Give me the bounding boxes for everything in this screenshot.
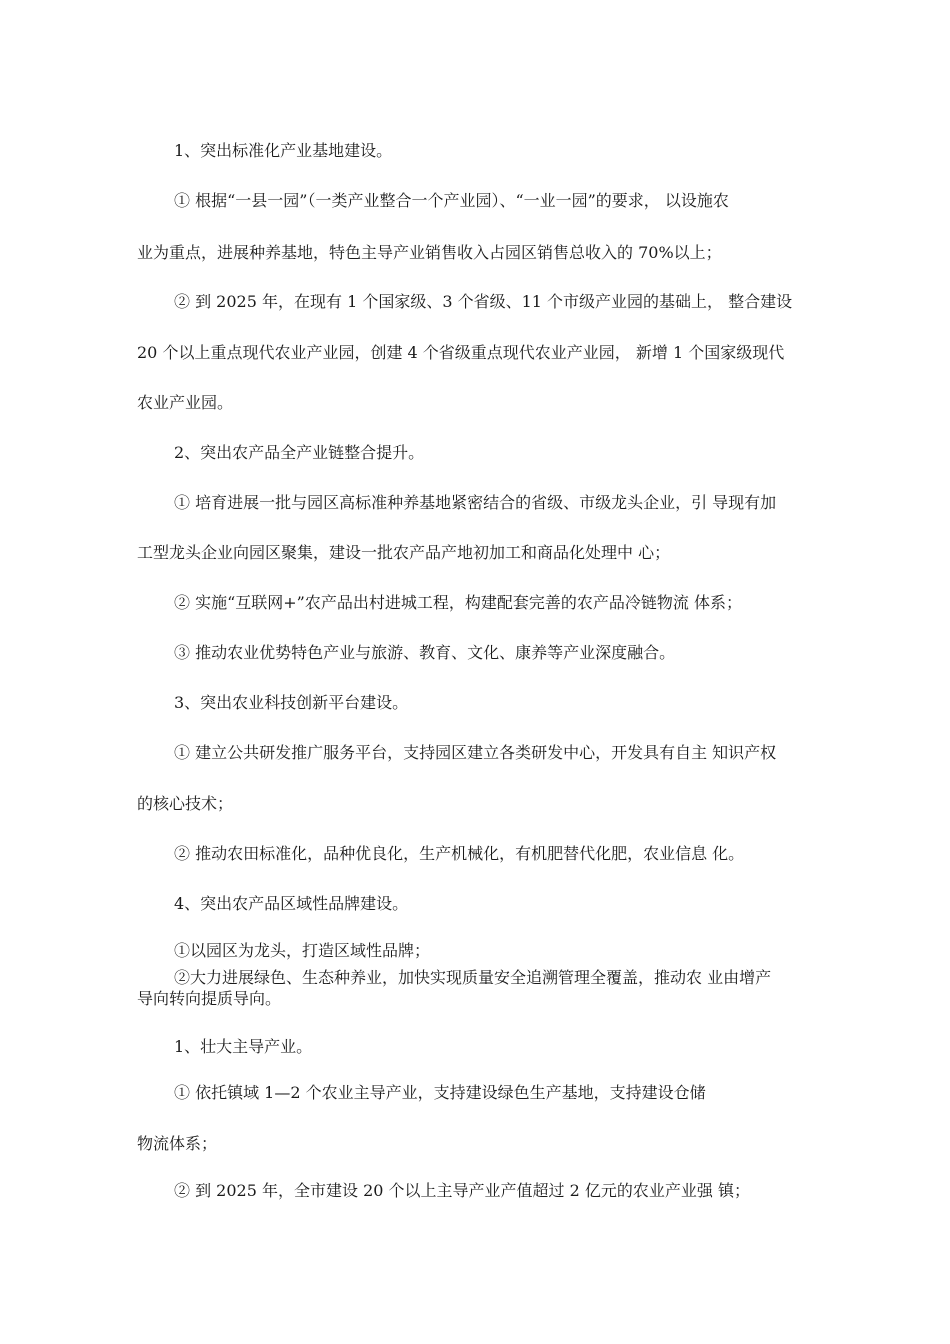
section-heading-2: 2、突出农产品全产业链整合提升。 bbox=[174, 443, 425, 462]
paragraph-line: 工型龙头企业向园区聚集，建设一批农产品产地初加工和商品化处理中 心； bbox=[137, 543, 671, 562]
paragraph-line: ① 根据“一县一园”（一类产业整合一个产业园）、“一业一园”的要求， 以设施农 bbox=[174, 191, 729, 210]
paragraph-line: 农业产业园。 bbox=[137, 393, 234, 412]
paragraph-line: 物流体系； bbox=[137, 1134, 218, 1153]
section-heading-3: 3、突出农业科技创新平台建设。 bbox=[174, 693, 409, 712]
paragraph-line: ① 建立公共研发推广服务平台，支持园区建立各类研发中心，开发具有自主 知识产权 bbox=[174, 743, 777, 762]
paragraph-line: 导向转向提质导向。 bbox=[137, 989, 282, 1008]
paragraph-line: 20 个以上重点现代农业产业园，创建 4 个省级重点现代农业产业园， 新增 1 个国家级现代 bbox=[137, 343, 785, 362]
section-heading-4: 4、突出农产品区域性品牌建设。 bbox=[174, 894, 409, 913]
paragraph-line: ② 实施“互联网+”农产品出村进城工程，构建配套完善的农产品冷链物流 体系； bbox=[174, 593, 742, 612]
paragraph-line: ③ 推动农业优势特色产业与旅游、教育、文化、康养等产业深度融合。 bbox=[174, 643, 676, 662]
paragraph-line: 的核心技术； bbox=[137, 794, 234, 813]
paragraph-line: ②大力进展绿色、生态种养业，加快实现质量安全追溯管理全覆盖，推动农 业由增产 bbox=[174, 968, 772, 987]
paragraph-line: ② 到 2025 年，在现有 1 个国家级、3 个省级、11 个市级产业园的基础上， 整合建设 bbox=[174, 292, 793, 311]
section-heading-1: 1、突出标准化产业基地建设。 bbox=[174, 141, 393, 160]
paragraph-line: ① 依托镇域 1—2 个农业主导产业，支持建设绿色生产基地，支持建设仓储 bbox=[174, 1083, 706, 1102]
section-heading-5: 1、壮大主导产业。 bbox=[174, 1037, 313, 1056]
paragraph-line: ② 推动农田标准化，品种优良化，生产机械化，有机肥替代化肥，农业信息 化。 bbox=[174, 844, 745, 863]
paragraph-line: ② 到 2025 年，全市建设 20 个以上主导产业产值超过 2 亿元的农业产业强 镇； bbox=[174, 1181, 750, 1200]
paragraph-line: ①以园区为龙头，打造区域性品牌； bbox=[174, 941, 431, 960]
paragraph-line: 业为重点，进展种养基地，特色主导产业销售收入占园区销售总收入的 70%以上； bbox=[137, 243, 722, 262]
paragraph-line: ① 培育进展一批与园区高标准种养基地紧密结合的省级、市级龙头企业，引 导现有加 bbox=[174, 493, 777, 512]
